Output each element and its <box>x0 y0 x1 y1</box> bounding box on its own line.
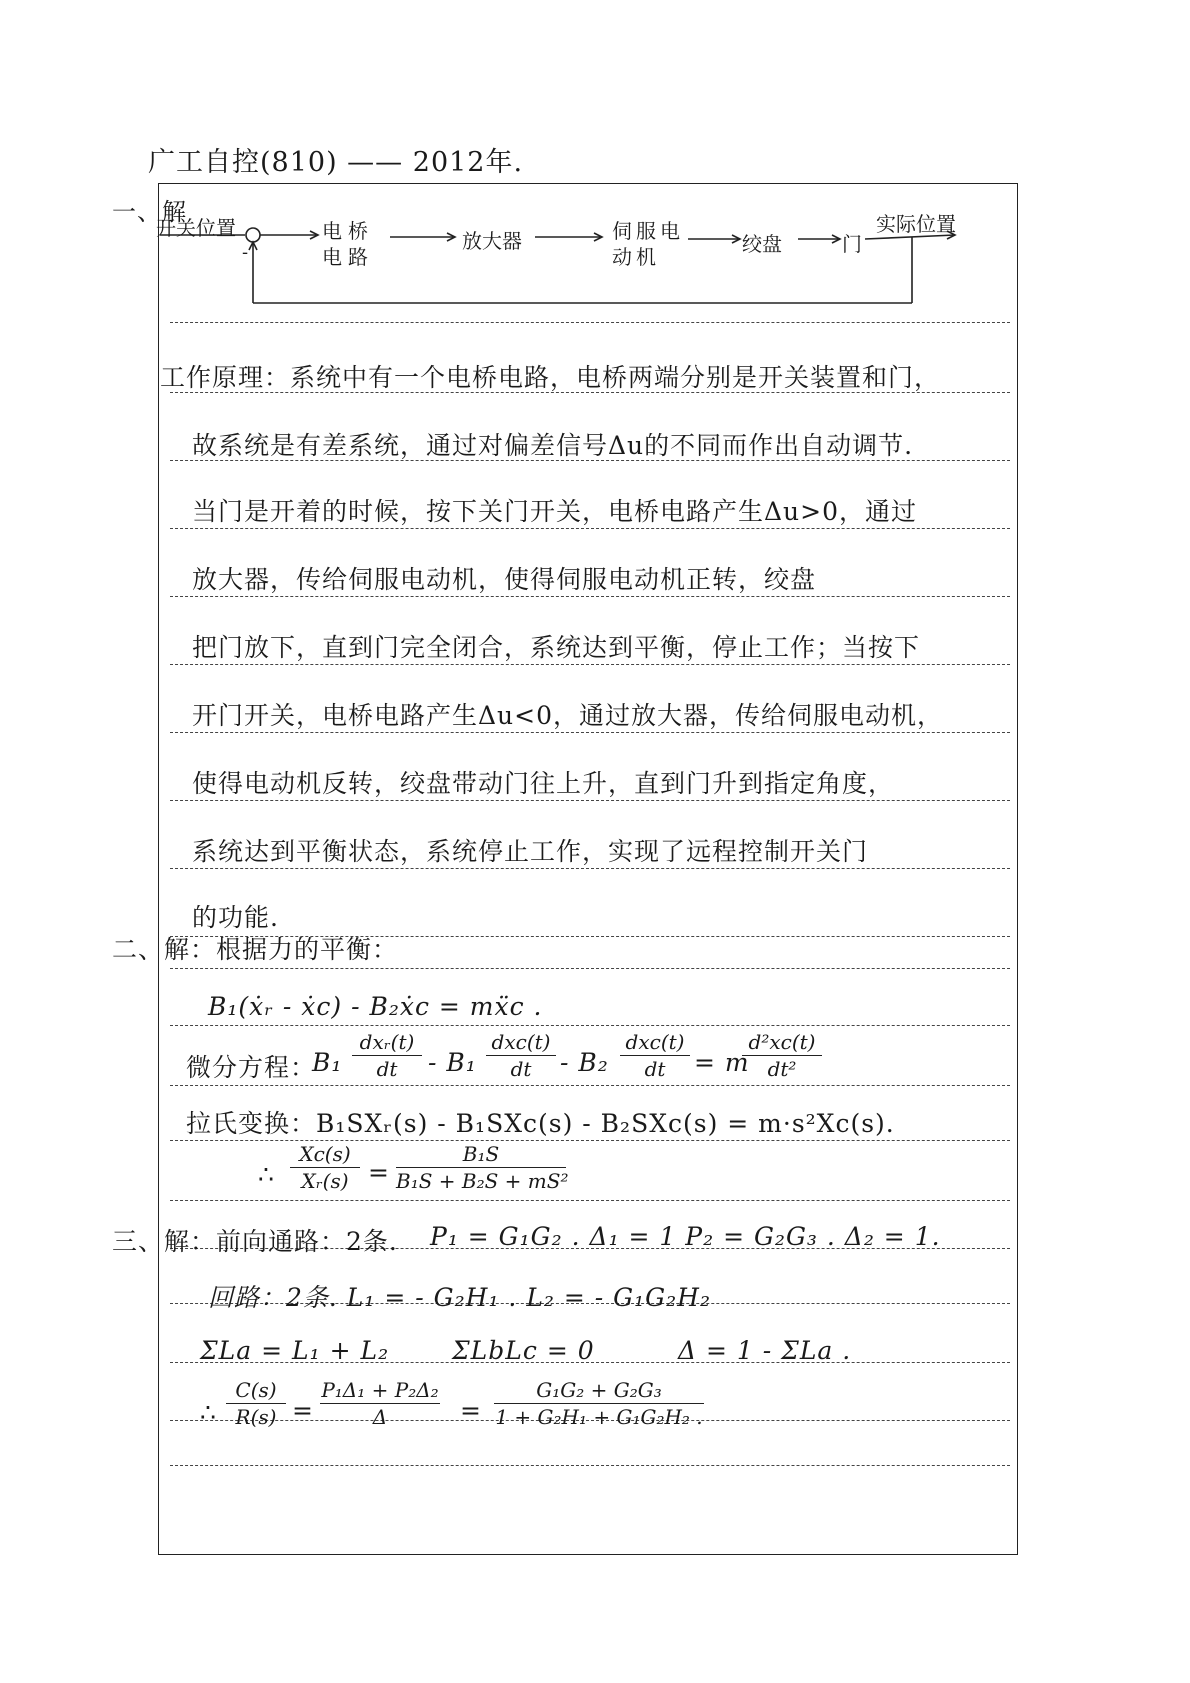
principle-line: 系统达到平衡状态，系统停止工作，实现了远程控制开关门 <box>192 837 869 866</box>
loop-sum: ΣLa = L₁ + L₂ <box>200 1336 390 1365</box>
loops-line: 回路：2条. L₁ = - G₂H₁ . L₂ = - G₁G₂H₂ <box>208 1283 711 1312</box>
nontouching-loop-sum: ΣLbLc = 0 <box>452 1336 595 1365</box>
section3-label: 三、解：前向通路：2条. <box>112 1227 398 1256</box>
forward-paths: P₁ = G₁G₂ . Δ₁ = 1 P₂ = G₂G₃ . Δ₂ = 1. <box>430 1222 941 1251</box>
diff-eq-op-3: - B₂ <box>560 1048 609 1077</box>
block-amplifier: 放大器 <box>462 229 522 253</box>
diff-eq-term-3: dxc(t) dt <box>620 1030 690 1081</box>
force-balance-equation: B₁(ẋᵣ - ẋc) - B₂ẋc = mẍc . <box>208 992 543 1021</box>
tf2-rhs: B₁S B₁S + B₂S + mS² <box>396 1142 569 1193</box>
block-diagram <box>150 205 980 320</box>
block-winch: 绞盘 <box>742 232 782 256</box>
tf3-lhs: C(s) R(s) <box>226 1378 286 1429</box>
laplace-transform-equation: 拉氏变换：B₁SXᵣ(s) - B₁SXc(s) - B₂SXc(s) = m·s²Xc(s). <box>186 1109 895 1138</box>
diff-eq-op-2: - B₁ <box>428 1048 477 1077</box>
principle-line: 的功能. <box>192 903 279 932</box>
principle-line: 故系统是有差系统，通过对偏差信号Δu的不同而作出自动调节. <box>192 431 914 460</box>
diff-eq-term-1: dxᵣ(t) dt <box>352 1030 422 1081</box>
principle-line: 工作原理：系统中有一个电桥电路，电桥两端分别是开关装置和门， <box>160 363 941 392</box>
tf3-equals-1: = <box>292 1396 314 1425</box>
tf3-mason: P₁Δ₁ + P₂Δ₂ Δ <box>321 1378 439 1429</box>
therefore-symbol: ∴ <box>200 1398 217 1427</box>
principle-line: 开门开关，电桥电路产生Δu<0，通过放大器，传给伺服电动机， <box>192 701 944 730</box>
block-door: 门 <box>842 232 862 256</box>
principle-line: 使得电动机反转，绞盘带动门往上升，直到门升到指定角度， <box>192 769 895 798</box>
section2-label: 二、解：根据力的平衡： <box>112 935 399 964</box>
diff-eq-term-2: dxc(t) dt <box>486 1030 556 1081</box>
tf2-equals: = <box>368 1158 390 1187</box>
principle-line: 把门放下，直到门完全闭合，系统达到平衡，停止工作；当按下 <box>192 633 921 662</box>
diagram-input-label: 开关位置 <box>156 216 236 240</box>
principle-line: 当门是开着的时候，按下关门开关，电桥电路产生Δu>0，通过 <box>192 497 918 526</box>
diff-eq-equals: = m <box>694 1048 750 1077</box>
tf2-lhs: Xc(s) Xᵣ(s) <box>290 1142 360 1193</box>
graph-determinant: Δ = 1 - ΣLa . <box>678 1336 852 1365</box>
therefore-symbol: ∴ <box>258 1160 275 1189</box>
principle-line: 放大器，传给伺服电动机，使得伺服电动机正转，绞盘 <box>192 565 817 594</box>
tf3-result: G₁G₂ + G₂G₃ 1 + G₂H₁ + G₁G₂H₂ . <box>495 1378 703 1429</box>
diagram-output-label: 实际位置 <box>876 212 956 236</box>
page-title: 广工自控(810) —— 2012年. <box>148 147 524 178</box>
tf3-equals-2: = <box>460 1396 482 1425</box>
section1-label: 一、解 <box>112 198 187 226</box>
block-servo-motor: 伺服电动机 <box>612 219 684 269</box>
diff-eq-coef-1: B₁ <box>312 1048 343 1077</box>
diff-eq-term-4: d²xc(t) dt² <box>742 1030 822 1081</box>
differential-equation-label: 微分方程： <box>186 1053 317 1082</box>
summing-minus-sign: - <box>242 242 249 263</box>
block-bridge-circuit: 电桥电路 <box>322 219 374 269</box>
